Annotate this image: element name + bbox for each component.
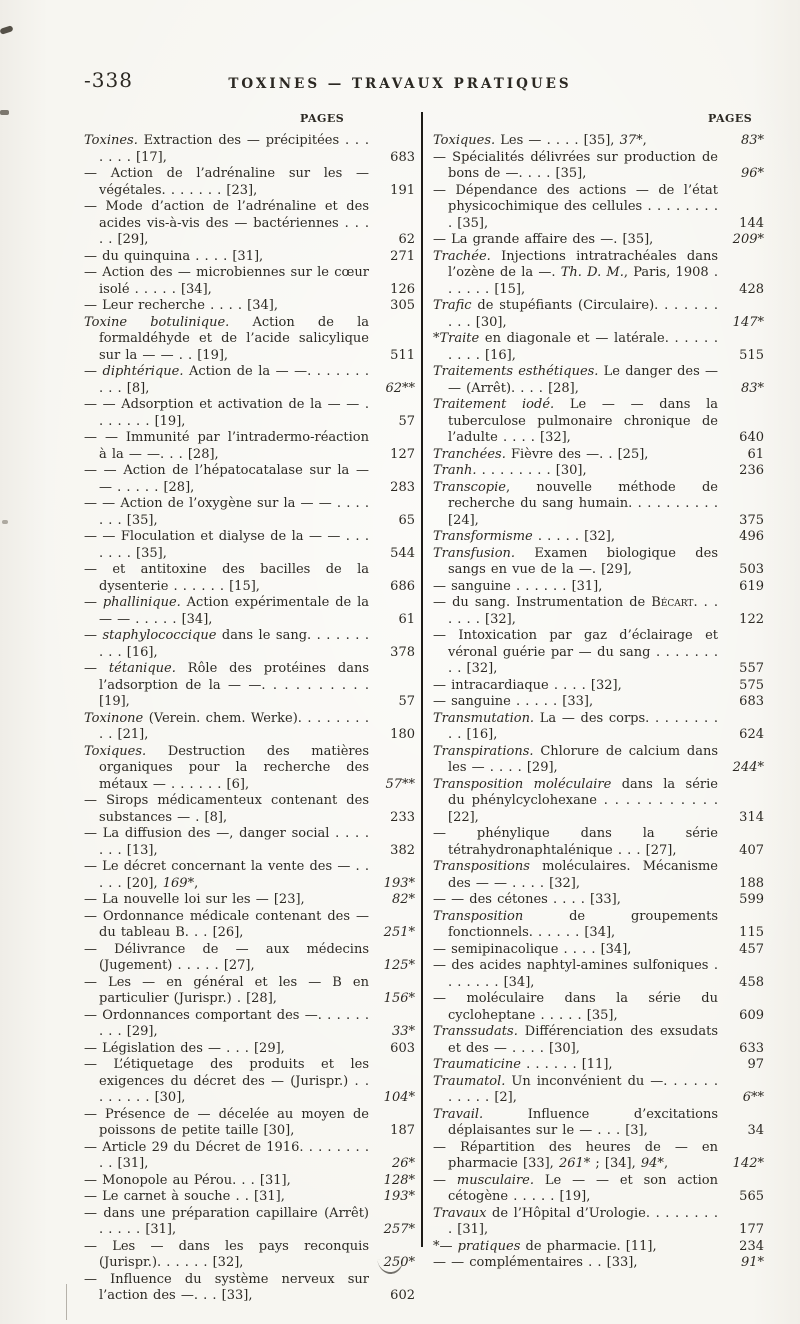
entry-page-number: 251*	[383, 925, 415, 940]
entry-page-number: 633	[739, 1040, 764, 1056]
index-entry	[84, 364, 415, 397]
index-entry	[84, 1057, 415, 1107]
index-entry	[433, 628, 764, 678]
entry-text: Toxine botulinique. Action de la formaldéhyde et de l’acide salicylique sur la — — . . [19],	[84, 314, 369, 363]
entry-text: Transmutation. La — des corps. . . . . . . . . . [16],	[433, 710, 718, 742]
index-column-right	[433, 133, 764, 1272]
index-entry	[433, 826, 764, 859]
entry-page-number: 233	[390, 809, 415, 825]
entry-page-number: 6**	[742, 1090, 764, 1105]
entry-text: — phallinique. Action expérimentale de la — — . . . . . [34],	[84, 595, 369, 627]
entry-text: — Les — en général et les — B en particulier (Jurispr.) . [28],	[84, 974, 369, 1006]
index-entry	[84, 496, 415, 529]
entry-page-number: 407	[739, 842, 764, 858]
entry-page-number: 34	[747, 1123, 764, 1138]
entry-page-number: 125*	[383, 958, 415, 973]
entry-text: — Répartition des heures de — en pharmacie [33], 261* ; [34], 94*,	[433, 1139, 718, 1171]
entry-text: — du quinquina . . . . [31],	[84, 248, 264, 264]
index-entry	[433, 480, 764, 530]
index-entry	[84, 661, 415, 711]
entry-page-number: 191	[390, 182, 415, 198]
index-entry	[433, 1173, 764, 1206]
entry-text: Travaux de l’Hôpital d’Urologie. . . . . . . . . [31],	[433, 1205, 718, 1237]
entry-text: — — Floculation et dialyse de la — — . . . . . . . [35],	[84, 529, 369, 561]
entry-text: Toxinone (Verein. chem. Werke). . . . . . . . . . [21],	[84, 710, 369, 742]
entry-text: — moléculaire dans la série du cycloheptane . . . . . [35],	[433, 991, 718, 1023]
index-entry	[433, 447, 764, 464]
entry-text: — Législation des — . . . [29],	[84, 1040, 285, 1056]
entry-text: — Mode d’action de l’adrénaline et des acides vis-à-vis des — bactériennes . . . . . [29],	[84, 199, 369, 247]
index-entry	[84, 1107, 415, 1140]
index-entry	[84, 199, 415, 249]
index-entry	[433, 678, 764, 695]
entry-text: — Ordonnances comportant des —. . . . . . . . . [29],	[84, 1007, 369, 1039]
index-entry	[433, 364, 764, 397]
scan-ink-mark	[0, 110, 9, 115]
entry-text: — Délivrance de — aux médecins (Jugement) . . . . . [27],	[84, 941, 369, 973]
entry-page-number: 180	[390, 727, 415, 742]
index-entry	[433, 711, 764, 744]
entry-text: — Intoxication par gaz d’éclairage et véronal guérie par — du sang . . . . . . . . . [32],	[433, 628, 718, 676]
entry-text: — — Adsorption et activation de la — — . . . . . . . [19],	[84, 397, 369, 429]
entry-text: Transposition de groupements fonctionnels. . . . . . [34],	[433, 908, 718, 940]
entry-page-number: 575	[739, 677, 764, 693]
entry-page-number: 544	[390, 545, 415, 561]
entry-page-number: 511	[390, 347, 415, 363]
entry-text: — Monopole au Pérou. . . [31],	[84, 1172, 291, 1188]
index-entry	[84, 1239, 415, 1272]
entry-page-number: 602	[390, 1288, 415, 1303]
index-entry	[84, 595, 415, 628]
entry-page-number: 122	[739, 611, 764, 627]
entry-page-number: 65	[398, 512, 415, 528]
entry-page-number: 283	[390, 479, 415, 495]
index-entry	[84, 909, 415, 942]
index-entry	[433, 595, 764, 628]
index-entry	[84, 1140, 415, 1173]
entry-text: — sanguine . . . . . . [31],	[433, 578, 603, 594]
entry-page-number: 236	[739, 463, 764, 478]
entry-text: — des acides naphtyl-amines sulfoniques . . . . . . . [34],	[433, 958, 718, 990]
entry-text: — dans une préparation capillaire (Arrêt) . . . . . [31],	[84, 1205, 369, 1237]
index-entry	[433, 1140, 764, 1173]
index-entry	[433, 579, 764, 596]
entry-page-number: 458	[739, 974, 764, 990]
column-divider-rule	[421, 112, 423, 1247]
entry-page-number: 603	[390, 1040, 415, 1056]
entry-page-number: 156*	[383, 991, 415, 1006]
entry-text: Transformisme . . . . . [32],	[433, 529, 615, 544]
entry-text: Toxiques. Destruction des matières organiques pour la recherche des métaux — . . . . . . [6],	[84, 743, 369, 792]
entry-text: — Le carnet à souche . . [31],	[84, 1189, 285, 1204]
index-entry	[433, 694, 764, 711]
entry-page-number: 147*	[732, 314, 764, 330]
index-entry	[433, 958, 764, 991]
entry-text: — sanguine . . . . . [33],	[433, 694, 594, 709]
entry-text: — — complémentaires . . [33],	[433, 1255, 638, 1270]
entry-text: Transsudats. Différenciation des exsudats et des — . . . . [30],	[433, 1024, 718, 1056]
scan-speckle	[2, 520, 8, 524]
entry-page-number: 26*	[391, 1156, 415, 1171]
index-entry	[433, 463, 764, 480]
index-entry	[433, 331, 764, 364]
entry-page-number: 187	[390, 1123, 415, 1138]
index-entry	[84, 430, 415, 463]
entry-text: — — Immunité par l’intradermo-réaction à la — —. . . [28],	[84, 430, 369, 462]
entry-text: — Présence de — décelée au moyen de poissons de petite taille [30],	[84, 1106, 369, 1138]
index-entry	[84, 942, 415, 975]
index-entry	[84, 793, 415, 826]
entry-text: — — des cétones . . . . [33],	[433, 892, 621, 907]
index-entry	[84, 1173, 415, 1190]
entry-text: Tranh. . . . . . . . . [30],	[433, 463, 587, 478]
entry-text: — musculaire. Le — — et son action cétogène . . . . . [19],	[433, 1172, 718, 1204]
index-entry	[84, 265, 415, 298]
entry-text: Transcopie, nouvelle méthode de recherche du sang humain. . . . . . . . . . [24],	[433, 479, 718, 528]
entry-page-number: 82*	[391, 892, 415, 907]
index-entry	[433, 777, 764, 827]
entry-page-number: 314	[739, 809, 764, 825]
entry-page-number: 457	[739, 941, 764, 957]
index-entry	[84, 529, 415, 562]
index-entry	[84, 1272, 415, 1305]
entry-text: Tranchées. Fièvre des —. . [25],	[433, 446, 649, 462]
entry-text: Transpirations. Chlorure de calcium dans les — . . . . [29],	[433, 743, 718, 775]
index-entry	[84, 1041, 415, 1058]
entry-page-number: 193*	[383, 1189, 415, 1204]
entry-text: Travail. Influence d’excitations déplaisantes sur le — . . . [3],	[433, 1106, 718, 1138]
entry-page-number: 193*	[383, 875, 415, 891]
entry-page-number: 127	[390, 446, 415, 462]
entry-text: — Influence du système nerveux sur l’action des —. . . [33],	[84, 1271, 369, 1303]
entry-text: — La grande affaire des —. [35],	[433, 232, 654, 247]
entry-text: Transpositions moléculaires. Mécanisme des — — . . . . [32],	[433, 859, 718, 891]
entry-page-number: 62**	[385, 380, 415, 396]
entry-page-number: 375	[739, 512, 764, 528]
index-entry	[433, 1107, 764, 1140]
entry-page-number: 683	[390, 149, 415, 165]
index-entry	[433, 859, 764, 892]
index-entry	[433, 909, 764, 942]
entry-text: Traumaticine . . . . . . [11],	[433, 1057, 613, 1072]
entry-page-number: 209*	[732, 232, 764, 247]
entry-page-number: 57	[398, 413, 415, 429]
entry-text: Traitements esthétiques. Le danger des — — (Arrêt). . . . [28],	[433, 364, 718, 396]
entry-text: Transfusion. Examen biologique des sangs en vue de la —. [29],	[433, 545, 718, 577]
entry-page-number: 609	[739, 1007, 764, 1023]
entry-page-number: 177	[739, 1222, 764, 1237]
entry-text: — La diffusion des —, danger social . . . . . . . [13],	[84, 826, 369, 858]
entry-text: — intracardiaque . . . . [32],	[433, 677, 622, 693]
index-entry	[433, 1057, 764, 1074]
index-entry	[84, 397, 415, 430]
entry-text: — tétanique. Rôle des protéines dans l’adsorption de la — —. . . . . . . . . . [19],	[84, 661, 369, 709]
entry-page-number: 250*	[383, 1255, 415, 1270]
entry-text: — Leur recherche . . . . [34],	[84, 298, 279, 313]
entry-text: Toxiques. Les — . . . . [35], 37*,	[433, 133, 647, 148]
entry-page-number: 144	[739, 215, 764, 231]
entry-page-number: 91*	[740, 1255, 764, 1270]
entry-page-number: 57	[398, 694, 415, 709]
index-entry	[84, 133, 415, 166]
index-entry	[84, 1008, 415, 1041]
index-entry	[433, 546, 764, 579]
running-title: TOXINES — TRAVAUX PRATIQUES	[228, 76, 572, 92]
entry-text: — — Action de l’oxygène sur la — — . . . . . . . [35],	[84, 496, 369, 528]
entry-text: — semipinacolique . . . . [34],	[433, 941, 632, 957]
entry-page-number: 503	[739, 562, 764, 577]
index-entry	[433, 1206, 764, 1239]
index-entry	[84, 562, 415, 595]
entry-page-number: 33*	[391, 1024, 415, 1039]
index-entry	[84, 1206, 415, 1239]
entry-page-number: 142*	[732, 1156, 764, 1171]
index-entry	[433, 991, 764, 1024]
entry-page-number: 599	[739, 892, 764, 907]
entry-text: — Spécialités délivrées sur production de bons de —. . . . [35],	[433, 149, 718, 181]
entry-text: Toxines. Extraction des — précipitées . . . . . . . [17],	[84, 133, 369, 165]
entry-page-number: 271	[390, 248, 415, 264]
index-entry	[433, 1239, 764, 1256]
index-entry	[433, 744, 764, 777]
index-entry	[433, 232, 764, 249]
entry-page-number: 61	[747, 446, 764, 462]
entry-text: — L’étiquetage des produits et les exigences du décret des — (Jurispr.) . . . . . . . . [30],	[84, 1057, 369, 1105]
entry-page-number: 104*	[383, 1090, 415, 1105]
entry-page-number: 96*	[740, 166, 764, 181]
entry-page-number: 234	[739, 1238, 764, 1254]
entry-page-number: 557	[739, 661, 764, 676]
index-entry	[84, 628, 415, 661]
index-entry	[433, 529, 764, 546]
index-entry	[433, 298, 764, 331]
index-entry	[84, 892, 415, 909]
entry-text: — Les — dans les pays reconquis (Jurispr.). . . . . . [32],	[84, 1238, 369, 1270]
entry-page-number: 565	[739, 1189, 764, 1204]
scan-edge-line	[66, 1284, 67, 1320]
entry-text: — La nouvelle loi sur les — [23],	[84, 892, 305, 907]
index-entry	[84, 463, 415, 496]
entry-text: — du sang. Instrumentation de Bécart. . . . . . . [32],	[433, 595, 718, 627]
entry-page-number: 62	[398, 232, 415, 247]
index-entry	[84, 298, 415, 315]
entry-page-number: 257*	[383, 1222, 415, 1237]
index-entry	[433, 249, 764, 299]
index-entry	[433, 183, 764, 233]
entry-page-number: 640	[739, 430, 764, 445]
entry-page-number: 378	[390, 644, 415, 660]
index-column-left	[84, 133, 415, 1305]
entry-page-number: 515	[739, 347, 764, 363]
index-entry	[433, 397, 764, 447]
index-entry	[433, 1074, 764, 1107]
entry-text: — Ordonnance médicale contenant des — du tableau B. . . [26],	[84, 908, 369, 940]
entry-page-number: 496	[739, 529, 764, 544]
entry-text: Trachée. Injections intratrachéales dans l’ozène de la —. Th. D. M., Paris, 1908 . . . . . . [15],	[433, 248, 718, 297]
entry-text: — Action de l’adrénaline sur les — végétales. . . . . . . [23],	[84, 166, 369, 198]
page-number: -338	[84, 68, 133, 92]
index-entry	[433, 150, 764, 183]
entry-page-number: 686	[390, 578, 415, 594]
index-entry	[84, 166, 415, 199]
entry-page-number: 624	[739, 727, 764, 742]
entry-page-number: 188	[739, 875, 764, 891]
index-entry	[84, 315, 415, 365]
entry-page-number: 61	[398, 611, 415, 627]
index-entry	[84, 744, 415, 794]
entry-page-number: 382	[390, 842, 415, 858]
index-entry	[433, 1024, 764, 1057]
entry-text: — diphtérique. Action de la — —. . . . . . . . . . [8],	[84, 364, 369, 396]
entry-page-number: 619	[739, 578, 764, 594]
entry-page-number: 683	[739, 694, 764, 709]
pages-column-header-left: PAGES	[300, 112, 345, 125]
entry-text: *— pratiques de pharmacie. [11],	[433, 1238, 657, 1254]
index-entry	[84, 859, 415, 892]
entry-text: — et antitoxine des bacilles de la dysenterie . . . . . . [15],	[84, 562, 369, 594]
entry-text: — phénylique dans la série tétrahydronaphtalénique . . . [27],	[433, 826, 718, 858]
entry-page-number: 305	[390, 298, 415, 313]
entry-text: — Sirops médicamenteux contenant des substances — . [8],	[84, 793, 369, 825]
index-entry	[433, 942, 764, 959]
entry-text: — Le décret concernant la vente des — . . . . . [20], 169*,	[84, 859, 369, 891]
entry-page-number: 244*	[732, 760, 764, 775]
entry-page-number: 57**	[385, 776, 415, 792]
index-entry	[84, 826, 415, 859]
index-entry	[433, 892, 764, 909]
pages-column-header-right: PAGES	[708, 112, 753, 125]
entry-page-number: 83*	[740, 133, 764, 148]
entry-text: Traumatol. Un inconvénient du —. . . . . . . . . . . [2],	[433, 1073, 718, 1105]
entry-text: *Traite en diagonale et — latérale. . . . . . . . . . [16],	[433, 331, 718, 363]
index-entry	[84, 249, 415, 266]
index-entry	[84, 975, 415, 1008]
entry-page-number: 126	[390, 281, 415, 297]
entry-page-number: 97	[747, 1057, 764, 1072]
entry-text: — Article 29 du Décret de 1916. . . . . . . . . . [31],	[84, 1139, 369, 1171]
index-entry	[84, 711, 415, 744]
entry-text: Traitement iodé. Le — — dans la tuberculose pulmonaire chronique de l’adulte . . . . [32],	[433, 397, 719, 445]
index-entry	[433, 133, 764, 150]
entry-text: — Dépendance des actions — de l’état physicochimique des cellules . . . . . . . . . [35],	[433, 182, 718, 231]
scan-ink-mark	[0, 25, 14, 35]
entry-text: — staphylococcique dans le sang. . . . . . . . . . [16],	[84, 628, 369, 660]
entry-page-number: 115	[739, 925, 764, 940]
entry-text: — — Action de l’hépatocatalase sur la — — . . . . . [28],	[84, 463, 369, 495]
entry-page-number: 83*	[740, 380, 764, 396]
index-entry	[84, 1189, 415, 1206]
entry-text: Trafic de stupéfiants (Circulaire). . . . . . . . . . [30],	[433, 298, 718, 330]
entry-text: Transposition moléculaire dans la série du phénylcyclohexane . . . . . . . . . . . [22],	[433, 776, 718, 825]
entry-text: — Action des — microbiennes sur le cœur isolé . . . . . [34],	[84, 265, 369, 297]
entry-page-number: 128*	[383, 1172, 415, 1188]
entry-page-number: 428	[739, 281, 764, 297]
index-entry	[433, 1255, 764, 1272]
